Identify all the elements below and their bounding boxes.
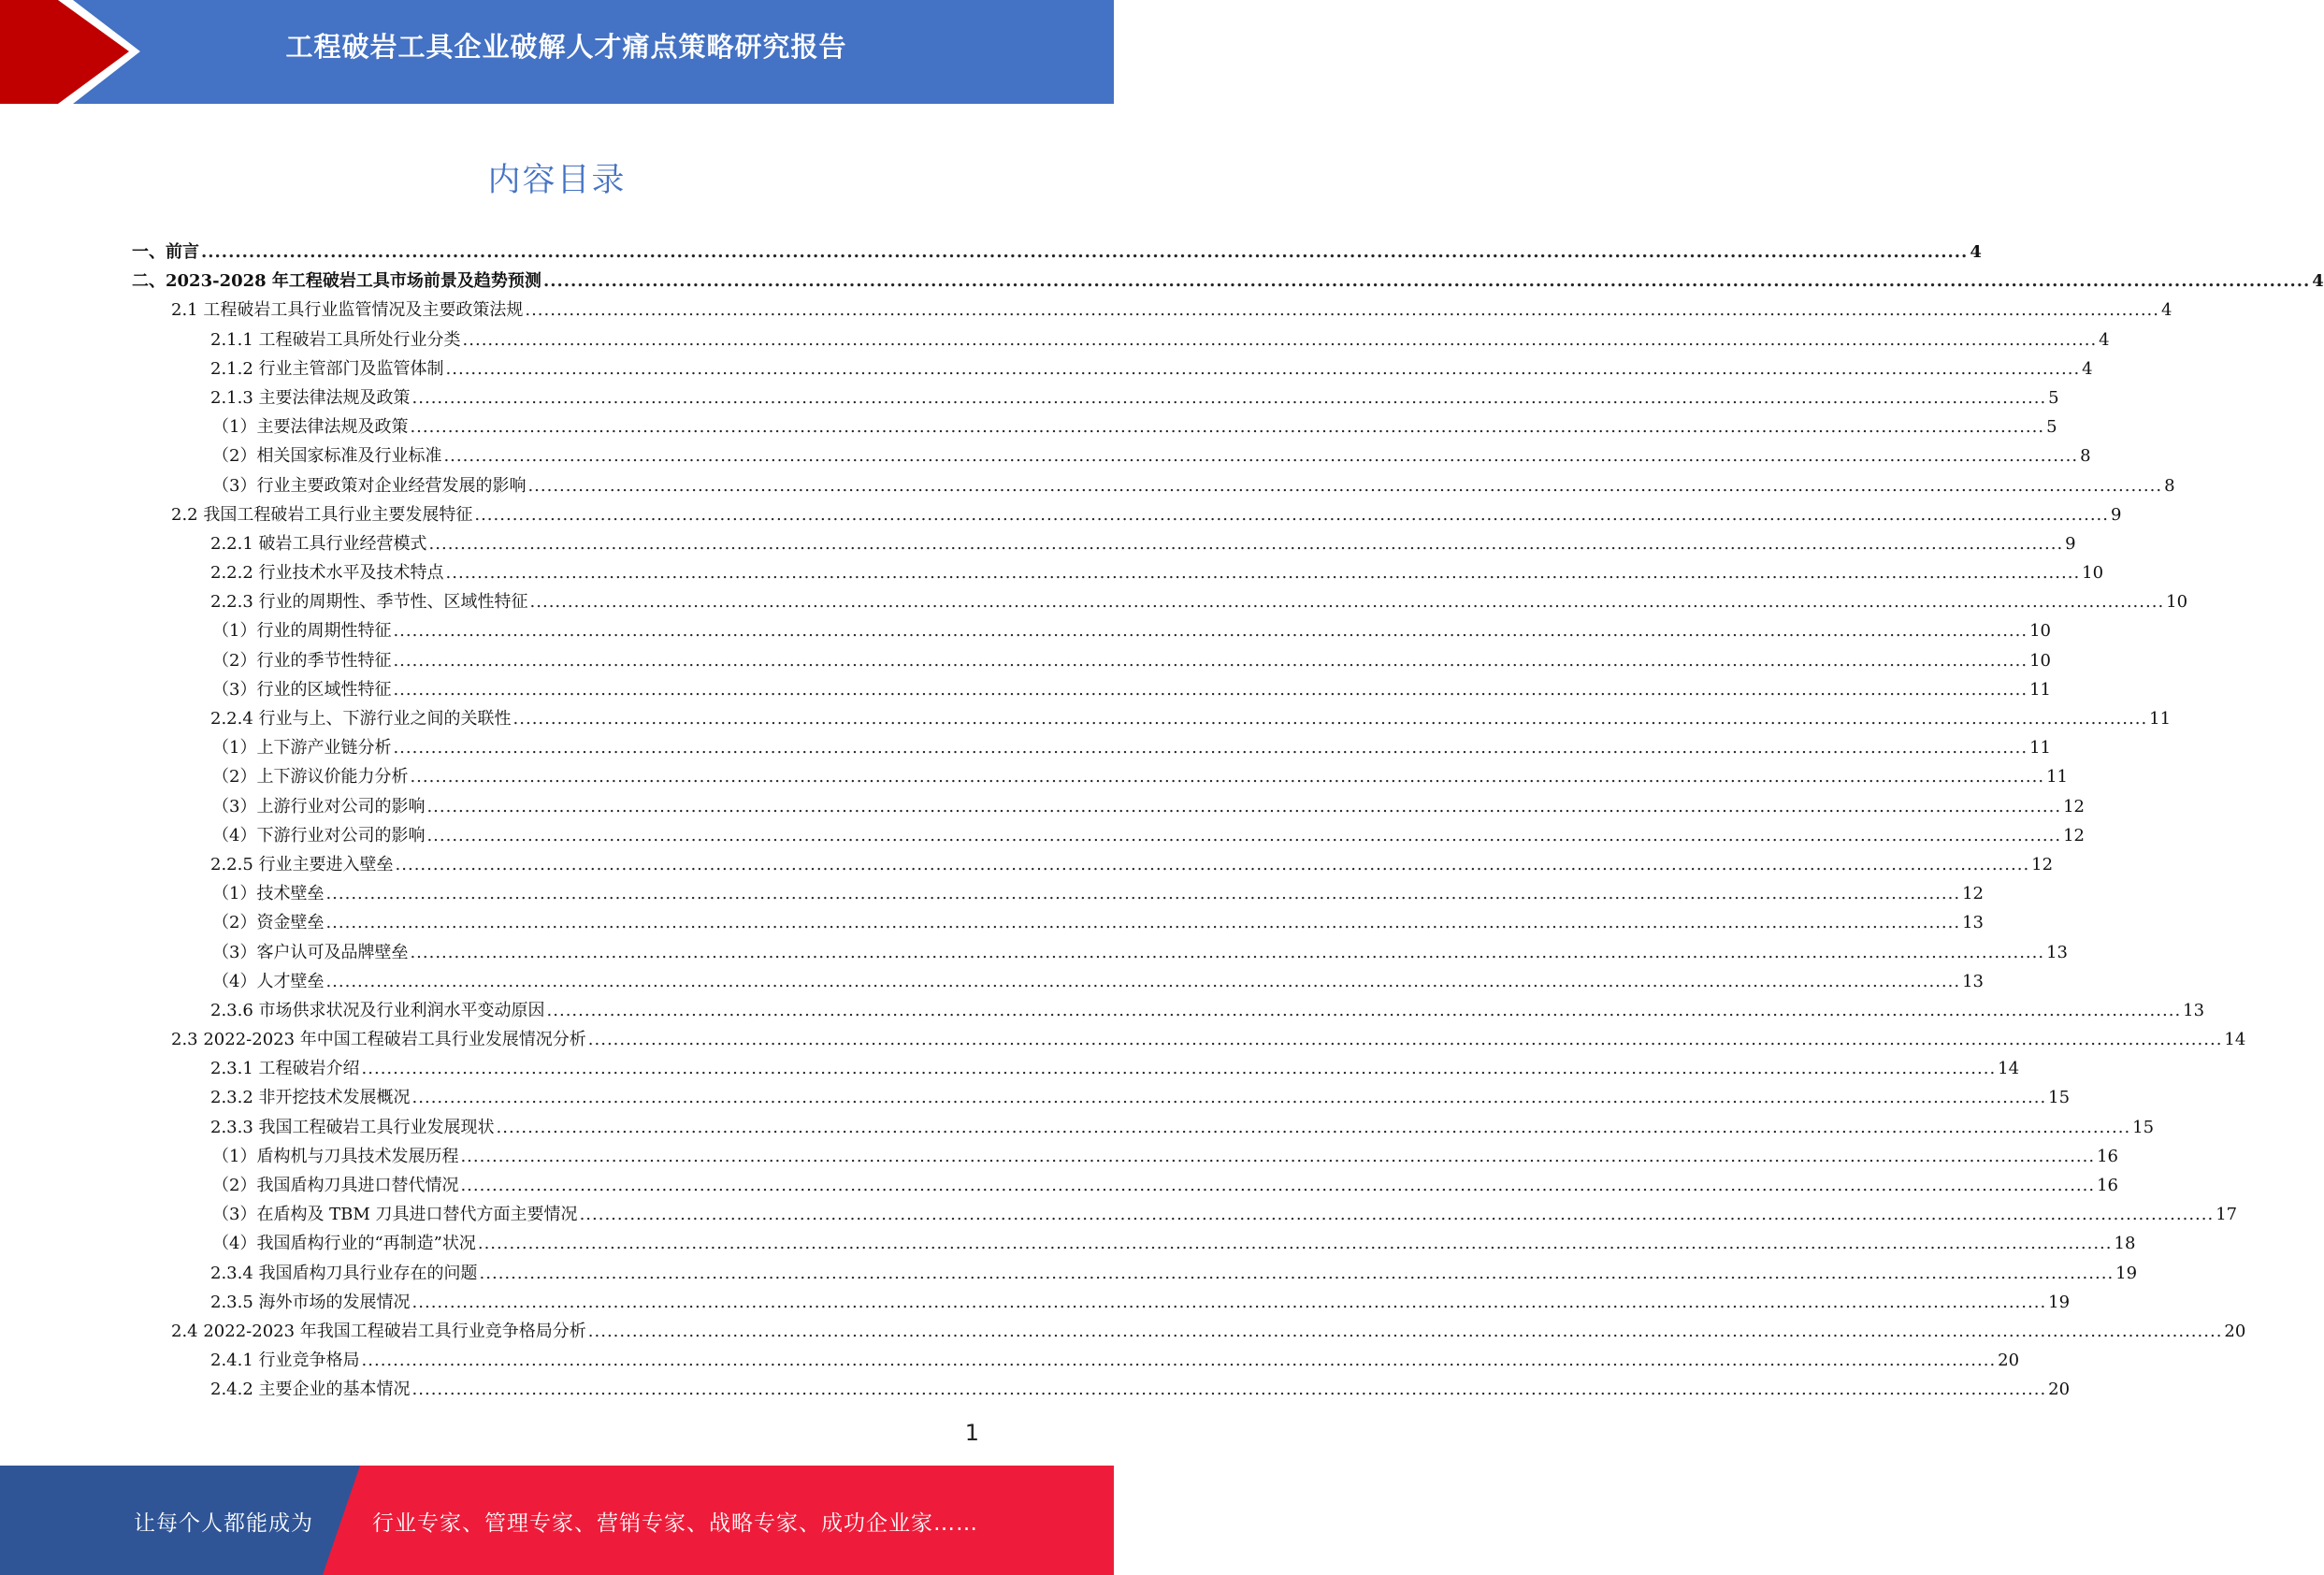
toc-dot-leader: .................................................................................................................................................................................................................................................................... [460, 1146, 2096, 1166]
toc-entry-label: 2.3.3 我国工程破岩工具行业发展现状 [210, 1117, 495, 1137]
toc-entry-page: 4 [2099, 329, 2110, 350]
footer-slogan-left: 让每个人都能成为 [134, 1511, 313, 1536]
toc-dot-leader: .................................................................................................................................................................................................................................................................... [479, 1263, 2115, 1283]
toc-entry-page: 9 [2111, 504, 2122, 525]
toc-entry[interactable] [132, 1171, 2118, 1200]
toc-dot-leader: .................................................................................................................................................................................................................................................................... [477, 1234, 2113, 1254]
toc-entry-label: 2.3.2 非开挖技术发展概况 [210, 1088, 411, 1108]
toc-entry[interactable] [132, 238, 1982, 267]
toc-entry[interactable] [132, 1025, 2246, 1054]
toc-entry[interactable] [132, 1346, 2020, 1375]
toc-entry-page: 20 [2224, 1321, 2246, 1341]
toc-entry[interactable] [132, 325, 2110, 354]
toc-entry-page: 10 [2082, 563, 2104, 584]
toc-entry-label: 二、2023-2028 年工程破岩工具市场前景及趋势预测 [132, 271, 541, 292]
report-title: 工程破岩工具企业破解人才痛点策略研究报告 [285, 31, 847, 63]
toc-entry-page: 15 [2048, 1088, 2071, 1108]
toc-dot-leader: .................................................................................................................................................................................................................................................................... [426, 825, 2062, 845]
toc-entry[interactable] [132, 529, 2076, 558]
toc-entry[interactable] [132, 1288, 2071, 1317]
toc-entry-page: 20 [2048, 1380, 2071, 1400]
toc-entry-label: 2.2.3 行业的周期性、季节性、区域性特征 [210, 592, 528, 613]
toc-entry-label: （3）客户认可及品牌壁垒 [212, 942, 409, 962]
toc-entry[interactable] [132, 704, 2172, 733]
toc-entry-label: 2.4.1 行业竞争格局 [210, 1351, 360, 1371]
toc-dot-leader: .................................................................................................................................................................................................................................................................... [587, 1030, 2223, 1050]
toc-entry-page: 13 [1962, 913, 1984, 933]
toc-entry-label: 2.4.2 主要企业的基本情况 [210, 1380, 411, 1400]
toc-entry[interactable] [132, 733, 2051, 762]
toc-entry-page: 12 [2063, 796, 2085, 816]
toc-entry-page: 9 [2065, 533, 2076, 554]
toc-entry[interactable] [132, 500, 2122, 529]
toc-entry-page: 16 [2097, 1176, 2118, 1195]
toc-entry-label: 2.1.2 行业主管部门及监管体制 [210, 358, 444, 379]
toc-entry-label: （1）主要法律法规及政策 [212, 417, 409, 438]
toc-entry-label: （1）盾构机与刀具技术发展历程 [212, 1146, 459, 1166]
toc-dot-leader: .................................................................................................................................................................................................................................................................... [527, 475, 2163, 496]
toc-entry[interactable] [132, 967, 1984, 996]
toc-entry[interactable] [132, 1054, 2020, 1083]
toc-dot-leader: .................................................................................................................................................................................................................................................................... [410, 417, 2045, 438]
toc-dot-leader: .................................................................................................................................................................................................................................................................... [443, 446, 2079, 467]
table-of-contents [132, 238, 2324, 1405]
toc-entry-label: 2.1 工程破岩工具行业监管情况及主要政策法规 [171, 300, 524, 321]
toc-entry[interactable] [132, 792, 2085, 821]
toc-dot-leader: .................................................................................................................................................................................................................................................................... [393, 621, 2028, 642]
toc-entry-label: （1）上下游产业链分析 [212, 738, 392, 759]
toc-entry-page: 18 [2114, 1234, 2136, 1254]
toc-dot-leader: .................................................................................................................................................................................................................................................................... [325, 971, 1961, 991]
toc-entry[interactable] [132, 675, 2051, 704]
toc-entry[interactable] [132, 412, 2057, 441]
toc-entry-label: 2.2.5 行业主要进入壁垒 [210, 854, 394, 874]
toc-entry-label: 2.3.6 市场供求状况及行业利润水平变动原因 [210, 1000, 545, 1020]
toc-entry[interactable] [132, 1229, 2136, 1258]
report-footer-banner [0, 1466, 1114, 1575]
toc-entry-page: 4 [1970, 242, 1982, 262]
toc-dot-leader: .................................................................................................................................................................................................................................................................... [529, 592, 2165, 613]
toc-entry[interactable] [132, 1259, 2138, 1288]
toc-entry-label: （2）行业的季节性特征 [212, 650, 392, 671]
toc-entry[interactable] [132, 996, 2205, 1025]
toc-entry-page: 12 [2063, 825, 2085, 845]
toc-dot-leader: .................................................................................................................................................................................................................................................................... [393, 738, 2028, 759]
toc-dot-leader: .................................................................................................................................................................................................................................................................... [361, 1059, 1997, 1079]
toc-entry-page: 12 [2031, 854, 2054, 874]
toc-dot-leader: .................................................................................................................................................................................................................................................................... [411, 1088, 2047, 1108]
toc-entry[interactable] [132, 908, 1984, 937]
toc-entry-label: （2）我国盾构刀具进口替代情况 [212, 1176, 459, 1195]
toc-entry[interactable] [132, 1375, 2071, 1404]
toc-entry[interactable] [132, 354, 2093, 383]
toc-entry[interactable] [132, 821, 2085, 850]
toc-dot-leader: .................................................................................................................................................................................................................................................................... [411, 1292, 2047, 1312]
toc-entry[interactable] [132, 879, 1984, 908]
toc-dot-leader: .................................................................................................................................................................................................................................................................... [462, 329, 2098, 350]
toc-entry-label: 2.4 2022-2023 年我国工程破岩工具行业竞争格局分析 [171, 1321, 586, 1341]
toc-dot-leader: .................................................................................................................................................................................................................................................................... [579, 1205, 2215, 1225]
toc-entry-label: （1）技术壁垒 [212, 884, 325, 904]
toc-dot-leader: .................................................................................................................................................................................................................................................................... [460, 1176, 2096, 1195]
toc-entry-page: 10 [2029, 621, 2051, 642]
toc-dot-leader: .................................................................................................................................................................................................................................................................... [410, 767, 2045, 788]
toc-entry-label: （3）在盾构及 TBM 刀具进口替代方面主要情况 [212, 1205, 578, 1225]
toc-dot-leader: .................................................................................................................................................................................................................................................................... [361, 1351, 1997, 1371]
toc-entry-page: 13 [2183, 1000, 2205, 1020]
toc-entry-page: 17 [2216, 1205, 2238, 1225]
toc-entry[interactable] [132, 616, 2051, 645]
toc-entry[interactable] [132, 587, 2188, 616]
toc-entry-label: 2.2 我国工程破岩工具行业主要发展特征 [171, 504, 473, 525]
toc-dot-leader: .................................................................................................................................................................................................................................................................... [393, 650, 2028, 671]
toc-entry[interactable] [132, 1142, 2118, 1171]
toc-entry-page: 4 [2161, 300, 2172, 321]
toc-dot-leader: .................................................................................................................................................................................................................................................................... [426, 796, 2062, 816]
toc-entry[interactable] [132, 1083, 2071, 1112]
toc-entry[interactable] [132, 383, 2059, 412]
toc-entry-label: （3）行业主要政策对企业经营发展的影响 [212, 475, 527, 496]
toc-entry-page: 11 [2149, 709, 2172, 729]
toc-entry-page: 8 [2164, 475, 2175, 496]
toc-entry-label: （4）我国盾构行业的“再制造”状况 [212, 1234, 476, 1254]
toc-entry-label: （3）上游行业对公司的影响 [212, 796, 426, 816]
toc-entry-page: 4 [2312, 271, 2324, 292]
toc-dot-leader: .................................................................................................................................................................................................................................................................... [325, 913, 1961, 933]
toc-entry[interactable] [132, 558, 2104, 587]
toc-entry-page: 11 [2029, 738, 2051, 759]
toc-entry[interactable] [132, 441, 2091, 470]
toc-entry-label: 2.3 2022-2023 年中国工程破岩工具行业发展情况分析 [171, 1030, 586, 1050]
toc-entry-page: 20 [1998, 1351, 2020, 1371]
toc-dot-leader: .................................................................................................................................................................................................................................................................... [395, 854, 2030, 874]
toc-entry-page: 19 [2048, 1292, 2071, 1312]
toc-entry-label: 2.3.1 工程破岩介绍 [210, 1059, 360, 1079]
toc-dot-leader: .................................................................................................................................................................................................................................................................... [201, 242, 1969, 262]
toc-dot-leader: .................................................................................................................................................................................................................................................................... [445, 563, 2081, 584]
toc-dot-leader: .................................................................................................................................................................................................................................................................... [546, 1000, 2182, 1020]
toc-entry[interactable] [132, 938, 2068, 967]
toc-dot-leader: .................................................................................................................................................................................................................................................................... [587, 1321, 2223, 1341]
toc-entry-page: 11 [2046, 767, 2068, 788]
toc-entry-page: 5 [2048, 387, 2059, 408]
toc-entry-label: 2.2.1 破岩工具行业经营模式 [210, 533, 427, 554]
toc-entry-page: 4 [2082, 358, 2093, 379]
toc-entry-label: 2.1.1 工程破岩工具所处行业分类 [210, 329, 461, 350]
toc-heading: 内容目录 [487, 162, 627, 199]
toc-dot-leader: .................................................................................................................................................................................................................................................................... [428, 533, 2064, 554]
toc-entry-page: 10 [2166, 592, 2188, 613]
toc-entry-label: （4）人才壁垒 [212, 971, 325, 991]
toc-entry-label: （2）相关国家标准及行业标准 [212, 446, 442, 467]
toc-dot-leader: .................................................................................................................................................................................................................................................................... [496, 1117, 2131, 1137]
toc-entry-page: 15 [2132, 1117, 2155, 1137]
toc-entry[interactable] [132, 850, 2054, 879]
toc-entry[interactable] [132, 1200, 2238, 1229]
toc-entry[interactable] [132, 1113, 2155, 1142]
toc-entry-label: （4）下游行业对公司的影响 [212, 825, 426, 845]
toc-entry-page: 13 [1962, 971, 1984, 991]
report-header-banner [0, 0, 1114, 104]
toc-dot-leader: .................................................................................................................................................................................................................................................................... [542, 271, 2311, 292]
toc-entry[interactable] [132, 296, 2172, 325]
toc-entry-page: 12 [1962, 884, 1984, 904]
toc-dot-leader: .................................................................................................................................................................................................................................................................... [411, 387, 2047, 408]
toc-dot-leader: .................................................................................................................................................................................................................................................................... [393, 679, 2028, 700]
toc-entry-label: 2.3.4 我国盾构刀具行业存在的问题 [210, 1263, 478, 1283]
toc-entry-label: （3）行业的区域性特征 [212, 679, 392, 700]
toc-entry-page: 16 [2097, 1146, 2118, 1166]
toc-entry[interactable] [132, 646, 2051, 675]
toc-entry-label: 2.2.4 行业与上、下游行业之间的关联性 [210, 709, 512, 729]
toc-entry[interactable] [132, 267, 2324, 296]
footer-slogan-right: 行业专家、管理专家、营销专家、战略专家、成功企业家…… [372, 1511, 978, 1536]
toc-entry-label: （1）行业的周期性特征 [212, 621, 392, 642]
toc-entry-label: （2）上下游议价能力分析 [212, 767, 409, 788]
toc-entry[interactable] [132, 762, 2068, 791]
toc-entry-page: 5 [2046, 417, 2057, 438]
toc-entry-page: 10 [2029, 650, 2051, 671]
page-number: 1 [964, 1420, 979, 1446]
toc-entry-page: 19 [2115, 1263, 2138, 1283]
toc-entry-label: 2.2.2 行业技术水平及技术特点 [210, 563, 444, 584]
toc-entry-page: 14 [2224, 1030, 2246, 1050]
toc-dot-leader: .................................................................................................................................................................................................................................................................... [325, 884, 1961, 904]
toc-entry-page: 8 [2080, 446, 2091, 467]
toc-dot-leader: .................................................................................................................................................................................................................................................................... [411, 1380, 2047, 1400]
toc-entry-label: 2.1.3 主要法律法规及政策 [210, 387, 411, 408]
toc-entry[interactable] [132, 471, 2175, 500]
toc-entry-page: 11 [2029, 679, 2051, 700]
toc-dot-leader: .................................................................................................................................................................................................................................................................... [445, 358, 2081, 379]
toc-entry-label: 2.3.5 海外市场的发展情况 [210, 1292, 411, 1312]
toc-entry-label: （2）资金壁垒 [212, 913, 325, 933]
toc-dot-leader: .................................................................................................................................................................................................................................................................... [474, 504, 2109, 525]
toc-entry[interactable] [132, 1317, 2246, 1346]
toc-entry-page: 14 [1998, 1059, 2020, 1079]
toc-entry-label: 一、前言 [132, 242, 199, 262]
toc-dot-leader: .................................................................................................................................................................................................................................................................... [410, 942, 2045, 962]
toc-dot-leader: .................................................................................................................................................................................................................................................................... [512, 709, 2148, 729]
toc-dot-leader: .................................................................................................................................................................................................................................................................... [525, 300, 2159, 321]
toc-entry-page: 13 [2046, 942, 2068, 962]
